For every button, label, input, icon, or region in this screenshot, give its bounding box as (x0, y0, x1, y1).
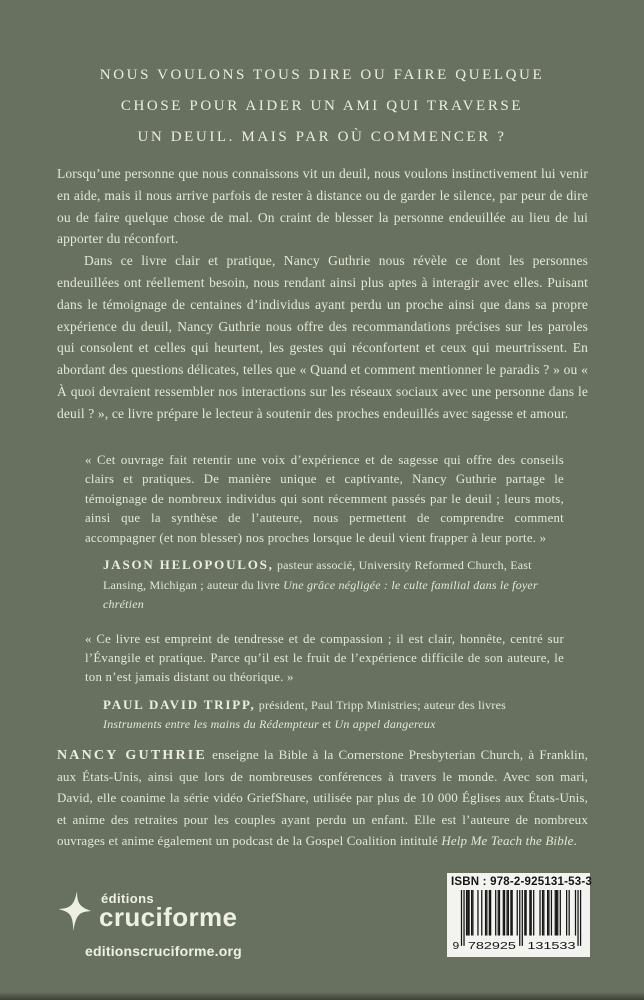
headline-line-1: NOUS VOULONS TOUS DIRE OU FAIRE QUELQUE (99, 67, 545, 83)
endorser-role: pasteur associé, University Reformed Church, East Lansing, Michigan ; auteur du livre (103, 558, 532, 592)
endorser-name: PAUL DAVID TRIPP, (103, 696, 256, 712)
barcode (447, 873, 590, 957)
author-name: NANCY GUTHRIE (57, 748, 207, 763)
endorsement-attribution-1 (103, 555, 543, 615)
endorser-book-titles (103, 715, 543, 735)
barcode-digits-group2: 131533 (527, 940, 576, 950)
barcode-bars (452, 890, 585, 950)
publisher-logo-text (99, 892, 237, 930)
barcode-digits-group1: 782925 (467, 940, 516, 950)
isbn-label: ISBN : 978-2-925131-53-3 (451, 876, 592, 888)
book-title-connector: et (322, 717, 332, 732)
synopsis-paragraph-2: Dans ce livre clair et pratique, Nancy Guthrie nous révèle ce dont les personnes endeuillées ont réellement besoin, nous rendant ainsi plus aptes à interagir avec elles. Puisant dans le témoignage de centaines d’individus ayant perdu un proche ainsi que dans sa propre expérience du deuil, Nancy Guthrie nous offre des recommandations précises sur les paroles qui consolent et celles qui heurtent, les gestes qui réconfortent et ceux qui meurtrissent. En abordant des questions délicates, telles que « Quand et comment mentionner le paradis ? » ou « À quoi devraient ressembler nos interactions sur les réseaux sociaux avec une personne dans le deuil ? », ce livre prépare le lecteur à soutenir des proches endeuillés avec sagesse et amour. (57, 253, 588, 421)
endorser-name: JASON HELOPOULOS, (103, 557, 274, 573)
headline (38, 60, 606, 153)
publisher-website: editionscruciforme.org (85, 943, 242, 959)
endorser-book-title-2: Un appel dangereux (334, 717, 436, 732)
endorsement-quote-2: « Ce livre est empreint de tendresse et de compassion ; il est clair, honnête, centré sur l’Évangile et pratique. Parce qu’il est le fruit de l’expérience difficile de son auteure, le ton n’est jamais distant ou théorique. » (85, 631, 564, 685)
endorser-book-title-1: Instruments entre les mains du Rédempteur (103, 717, 320, 732)
cruciforme-cross-icon (55, 886, 95, 936)
podcast-title: Help Me Teach the Bible (441, 832, 574, 848)
author-bio (57, 744, 588, 851)
synopsis (57, 163, 588, 425)
endorsement-attribution-2 (103, 695, 543, 735)
barcode-digit-left: 9 (452, 940, 460, 950)
synopsis-paragraph-1: Lorsqu’une personne que nous connaissons vit un deuil, nous voulons instinctivement lui venir en aide, mais il nous arrive parfois de rester à distance ou de garder le silence, par peur de dire ou de faire quelque chose de mal. On craint de blesser la personne endeuillée au lieu de lui apporter du réconfort. (57, 166, 588, 247)
endorsement-quote-1: « Cet ouvrage fait retentir une voix d’expérience et de sagesse qui offre des conseils clairs et pratiques. De manière unique et captivante, Nancy Guthrie partage le témoignage de nombreux individus qui sont récemment passés par le deuil ; leurs mots, ainsi que la synthèse de l’auteure, nous permettent de comprendre comment accompagner (et non blesser) nos proches lorsque le deuil vient frapper à leur porte. » (85, 453, 564, 545)
endorser-role: président, Paul Tripp Ministries; auteur des livres (258, 697, 506, 712)
endorsements (85, 451, 564, 735)
headline-line-3: UN DEUIL. MAIS PAR OÙ COMMENCER ? (137, 129, 507, 145)
headline-line-2: CHOSE POUR AIDER UN AMI QUI TRAVERSE (120, 98, 524, 114)
publisher-logo (55, 886, 237, 936)
cover-bottom-edge-shadow (0, 992, 644, 1000)
publisher-logo-line1: éditions (101, 891, 155, 906)
author-bio-text: enseigne la Bible à la Cornerstone Presbyterian Church, à Franklin, aux États-Unis, ainsi que lors de nombreuses conférences à travers le monde. Avec son mari, David, elle coanime la série vidéo GriefShare, utilisée par plus de 10 000 Églises aux États-Unis, et anime des retraites pour les couples ayant perdu un enfant. Elle est l’auteure de nombreux ouvrages et anime également un podcast de la Gospel Coalition intitulé (57, 747, 588, 848)
publisher-logo-line2: cruciforme (99, 902, 238, 932)
endorser-book-title: Une grâce négligée : le culte familial dans le foyer chrétien (103, 577, 538, 612)
author-bio-period: . (573, 832, 577, 848)
